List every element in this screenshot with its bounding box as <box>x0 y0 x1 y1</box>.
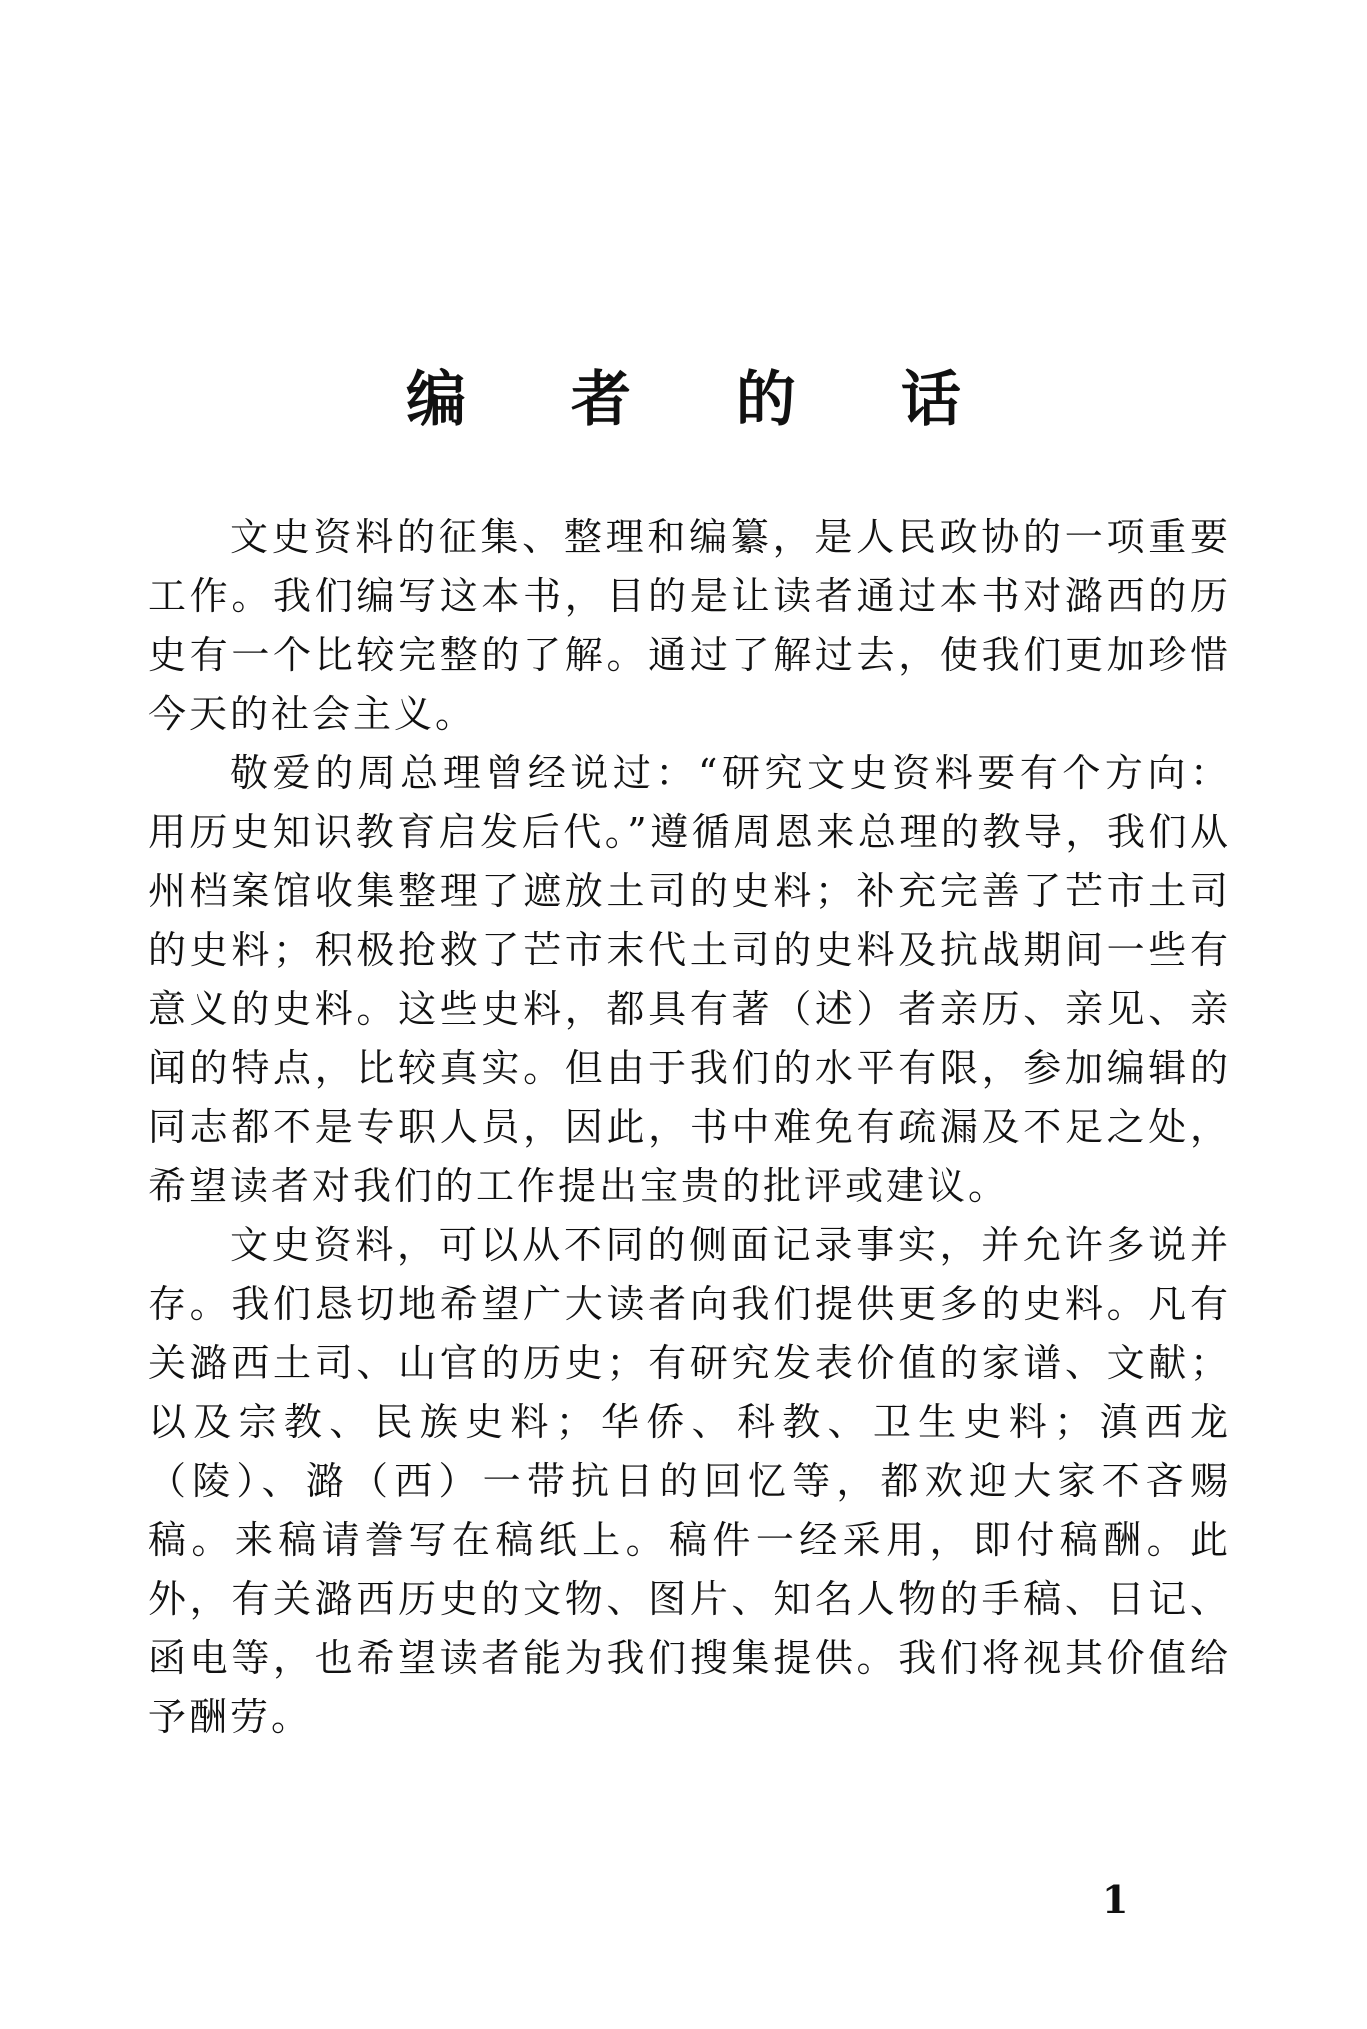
paragraph-call-for-submissions: 文史资料，可以从不同的侧面记录事实，并允许多说并存。我们恳切地希望广大读者向我们提供更多的史料。凡有关潞西土司、山官的历史；有研究发表价值的家谱、文献；以及宗教、民族史料；华侨、科教、卫生史料；滇西龙（陵）、潞（西）一带抗日的回忆等，都欢迎大家不吝赐稿。来稿请誊写在稿纸上。稿件一经采用，即付稿酬。此外，有关潞西历史的文物、图片、知名人物的手稿、日记、函电等，也希望读者能为我们搜集提供。我们将视其价值给予酬劳。 <box>148 1223 1231 1739</box>
body-text <box>148 508 1231 1747</box>
paragraph-intro: 文史资料的征集、整理和编纂，是人民政协的一项重要工作。我们编写这本书，目的是让读者通过本书对潞西的历史有一个比较完整的了解。通过了解过去，使我们更加珍惜今天的社会主义。 <box>148 515 1231 736</box>
page-number: 1 <box>1102 1877 1129 1922</box>
paragraph-sources: 敬爱的周总理曾经说过：“研究文史资料要有个方向：用历史知识教育启发后代。”遵循周恩来总理的教导，我们从州档案馆收集整理了遮放土司的史料；补充完善了芒市土司的史料；积极抢救了芒市末代土司的史料及抗战期间一些有意义的史料。这些史料，都具有著（述）者亲历、亲见、亲闻的特点，比较真实。但由于我们的水平有限，参加编辑的同志都不是专职人员，因此，书中难免有疏漏及不足之处，希望读者对我们的工作提出宝贵的批评或建议。 <box>148 751 1231 1208</box>
page-title: 编 者 的 话 <box>406 365 1003 435</box>
